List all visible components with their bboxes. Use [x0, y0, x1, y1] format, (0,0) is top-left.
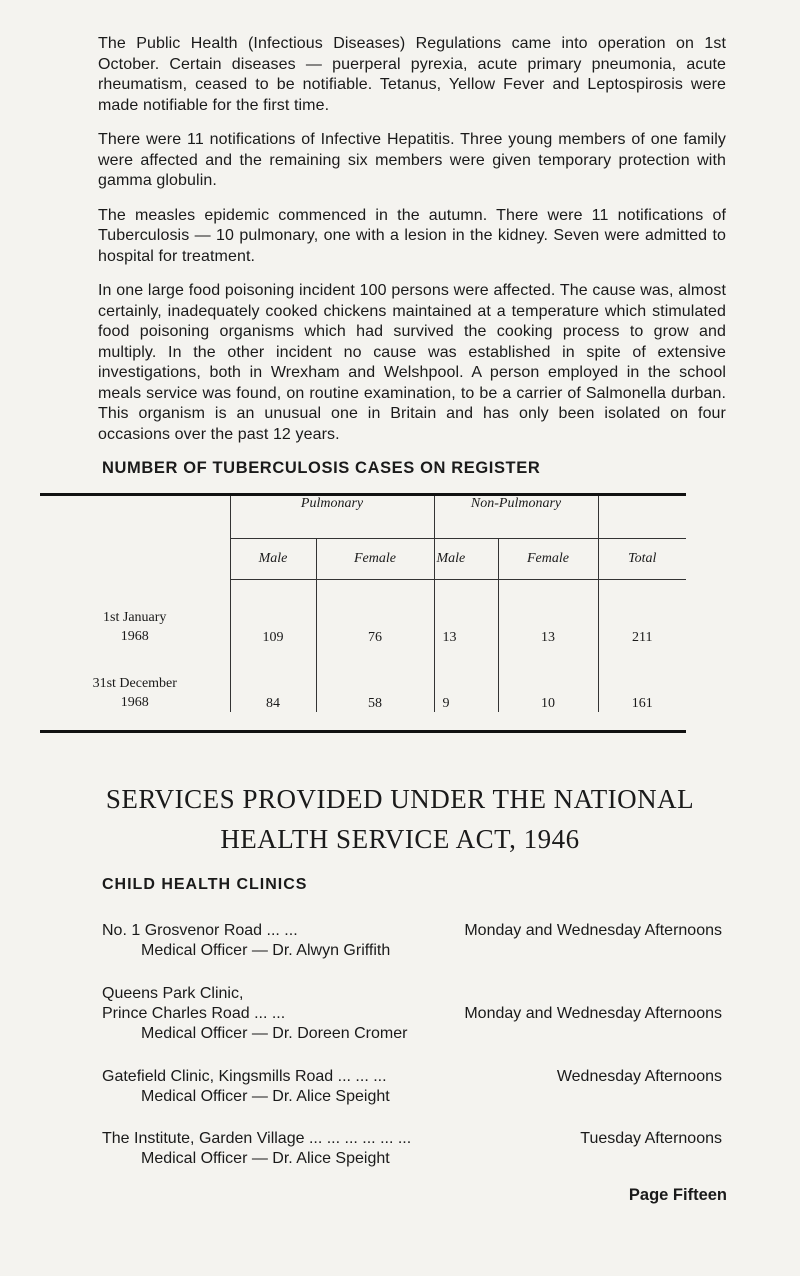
column-header: Male	[434, 539, 498, 580]
clinic-entry	[102, 921, 722, 961]
group-header-blank	[598, 496, 686, 539]
table-group-header-row	[40, 496, 686, 539]
clinic-address: Gatefield Clinic, Kingsmills Road ... ... ...	[102, 1068, 387, 1085]
table-cell: 76	[316, 580, 434, 647]
subheading: CHILD HEALTH CLINICS	[102, 876, 308, 893]
table-cell: 84	[230, 646, 316, 712]
group-header-pulmonary: Pulmonary	[230, 496, 434, 539]
clinic-schedule: Tuesday Afternoons	[580, 1130, 722, 1147]
tuberculosis-table	[40, 496, 686, 712]
section-heading-line2: HEALTH SERVICE ACT, 1946	[220, 824, 580, 854]
table-cell: 10	[498, 646, 598, 712]
table-column-header-row	[40, 539, 686, 580]
page-number: Page Fifteen	[628, 1186, 727, 1204]
clinic-schedule: Monday and Wednesday Afternoons	[464, 922, 722, 939]
clinic-officer: Medical Officer — Dr. Doreen Cromer	[141, 1025, 408, 1042]
clinic-schedule: Monday and Wednesday Afternoons	[464, 1005, 722, 1022]
clinic-entry	[102, 1067, 722, 1107]
clinic-address: Prince Charles Road ... ...	[102, 1005, 286, 1022]
column-header: Female	[498, 539, 598, 580]
table-cell: 161	[598, 646, 686, 712]
group-header-non-pulmonary: Non-Pulmonary	[434, 496, 598, 539]
column-header: Male	[230, 539, 316, 580]
row-label: 31st December 1968	[92, 676, 177, 710]
paragraph-regulations: The Public Health (Infectious Diseases) Regulations came into operation on 1st October. Certain diseases — puerperal pyrexia, acute primary pneumonia, acute rheumatism, ceased to be notifiable. Tetanus, Yellow Fever and Leptospirosis were made notifiable for the first time.	[98, 35, 726, 114]
table-bottom-rule	[40, 730, 686, 733]
clinic-address: The Institute, Garden Village ... ... ... ... ... ...	[102, 1130, 412, 1147]
table-cell: 9	[434, 646, 498, 712]
table-cell: 211	[598, 580, 686, 647]
table-cell: 109	[230, 580, 316, 647]
clinic-officer: Medical Officer — Dr. Alice Speight	[141, 1088, 390, 1105]
table-cell: 13	[434, 580, 498, 647]
paragraph-measles-tb: The measles epidemic commenced in the autumn. There were 11 notifications of Tuberculosis — 10 pulmonary, one with a lesion in the kidney. Seven were admitted to hospital for treatment.	[98, 206, 726, 265]
clinic-address: No. 1 Grosvenor Road ... ...	[102, 922, 298, 939]
column-header: Total	[598, 539, 686, 580]
paragraph-food-poisoning: In one large food poisoning incident 100 persons were affected. The cause was, almost certainly, inadequately cooked chickens maintained at a temperature which stimulated food poisoning organisms which had survived the cooking process to grow and multiply. In the other incident no cause was established in spite of extensive investigations, both in Wrexham and Welshpool. A person employed in the school meals service was found, on routine examination, to be a carrier of Salmonella durban. This organism is an unusual one in Britain and has only been isolated on four occasions over the past 12 years.	[98, 282, 726, 443]
clinic-entry	[102, 1129, 722, 1169]
row-label: 1st January 1968	[103, 610, 167, 644]
table-row	[40, 646, 686, 712]
table-corner-cell	[40, 496, 230, 539]
table-title: NUMBER OF TUBERCULOSIS CASES ON REGISTER	[102, 459, 541, 477]
table-cell: 13	[498, 580, 598, 647]
body-text	[98, 34, 726, 492]
clinic-name: Queens Park Clinic,	[102, 985, 244, 1002]
table-row	[40, 580, 686, 647]
section-heading-line1: SERVICES PROVIDED UNDER THE NATIONAL	[105, 784, 695, 814]
clinic-schedule: Wednesday Afternoons	[556, 1068, 722, 1085]
column-header: Female	[316, 539, 434, 580]
table-cell: 58	[316, 646, 434, 712]
paragraph-hepatitis: There were 11 notifications of Infective Hepatitis. Three young members of one family were affected and the remaining six members were given temporary protection with gamma globulin.	[98, 131, 726, 189]
clinic-officer: Medical Officer — Dr. Alice Speight	[141, 1150, 390, 1167]
clinic-officer: Medical Officer — Dr. Alwyn Griffith	[141, 942, 391, 959]
clinic-entry	[102, 984, 722, 1044]
